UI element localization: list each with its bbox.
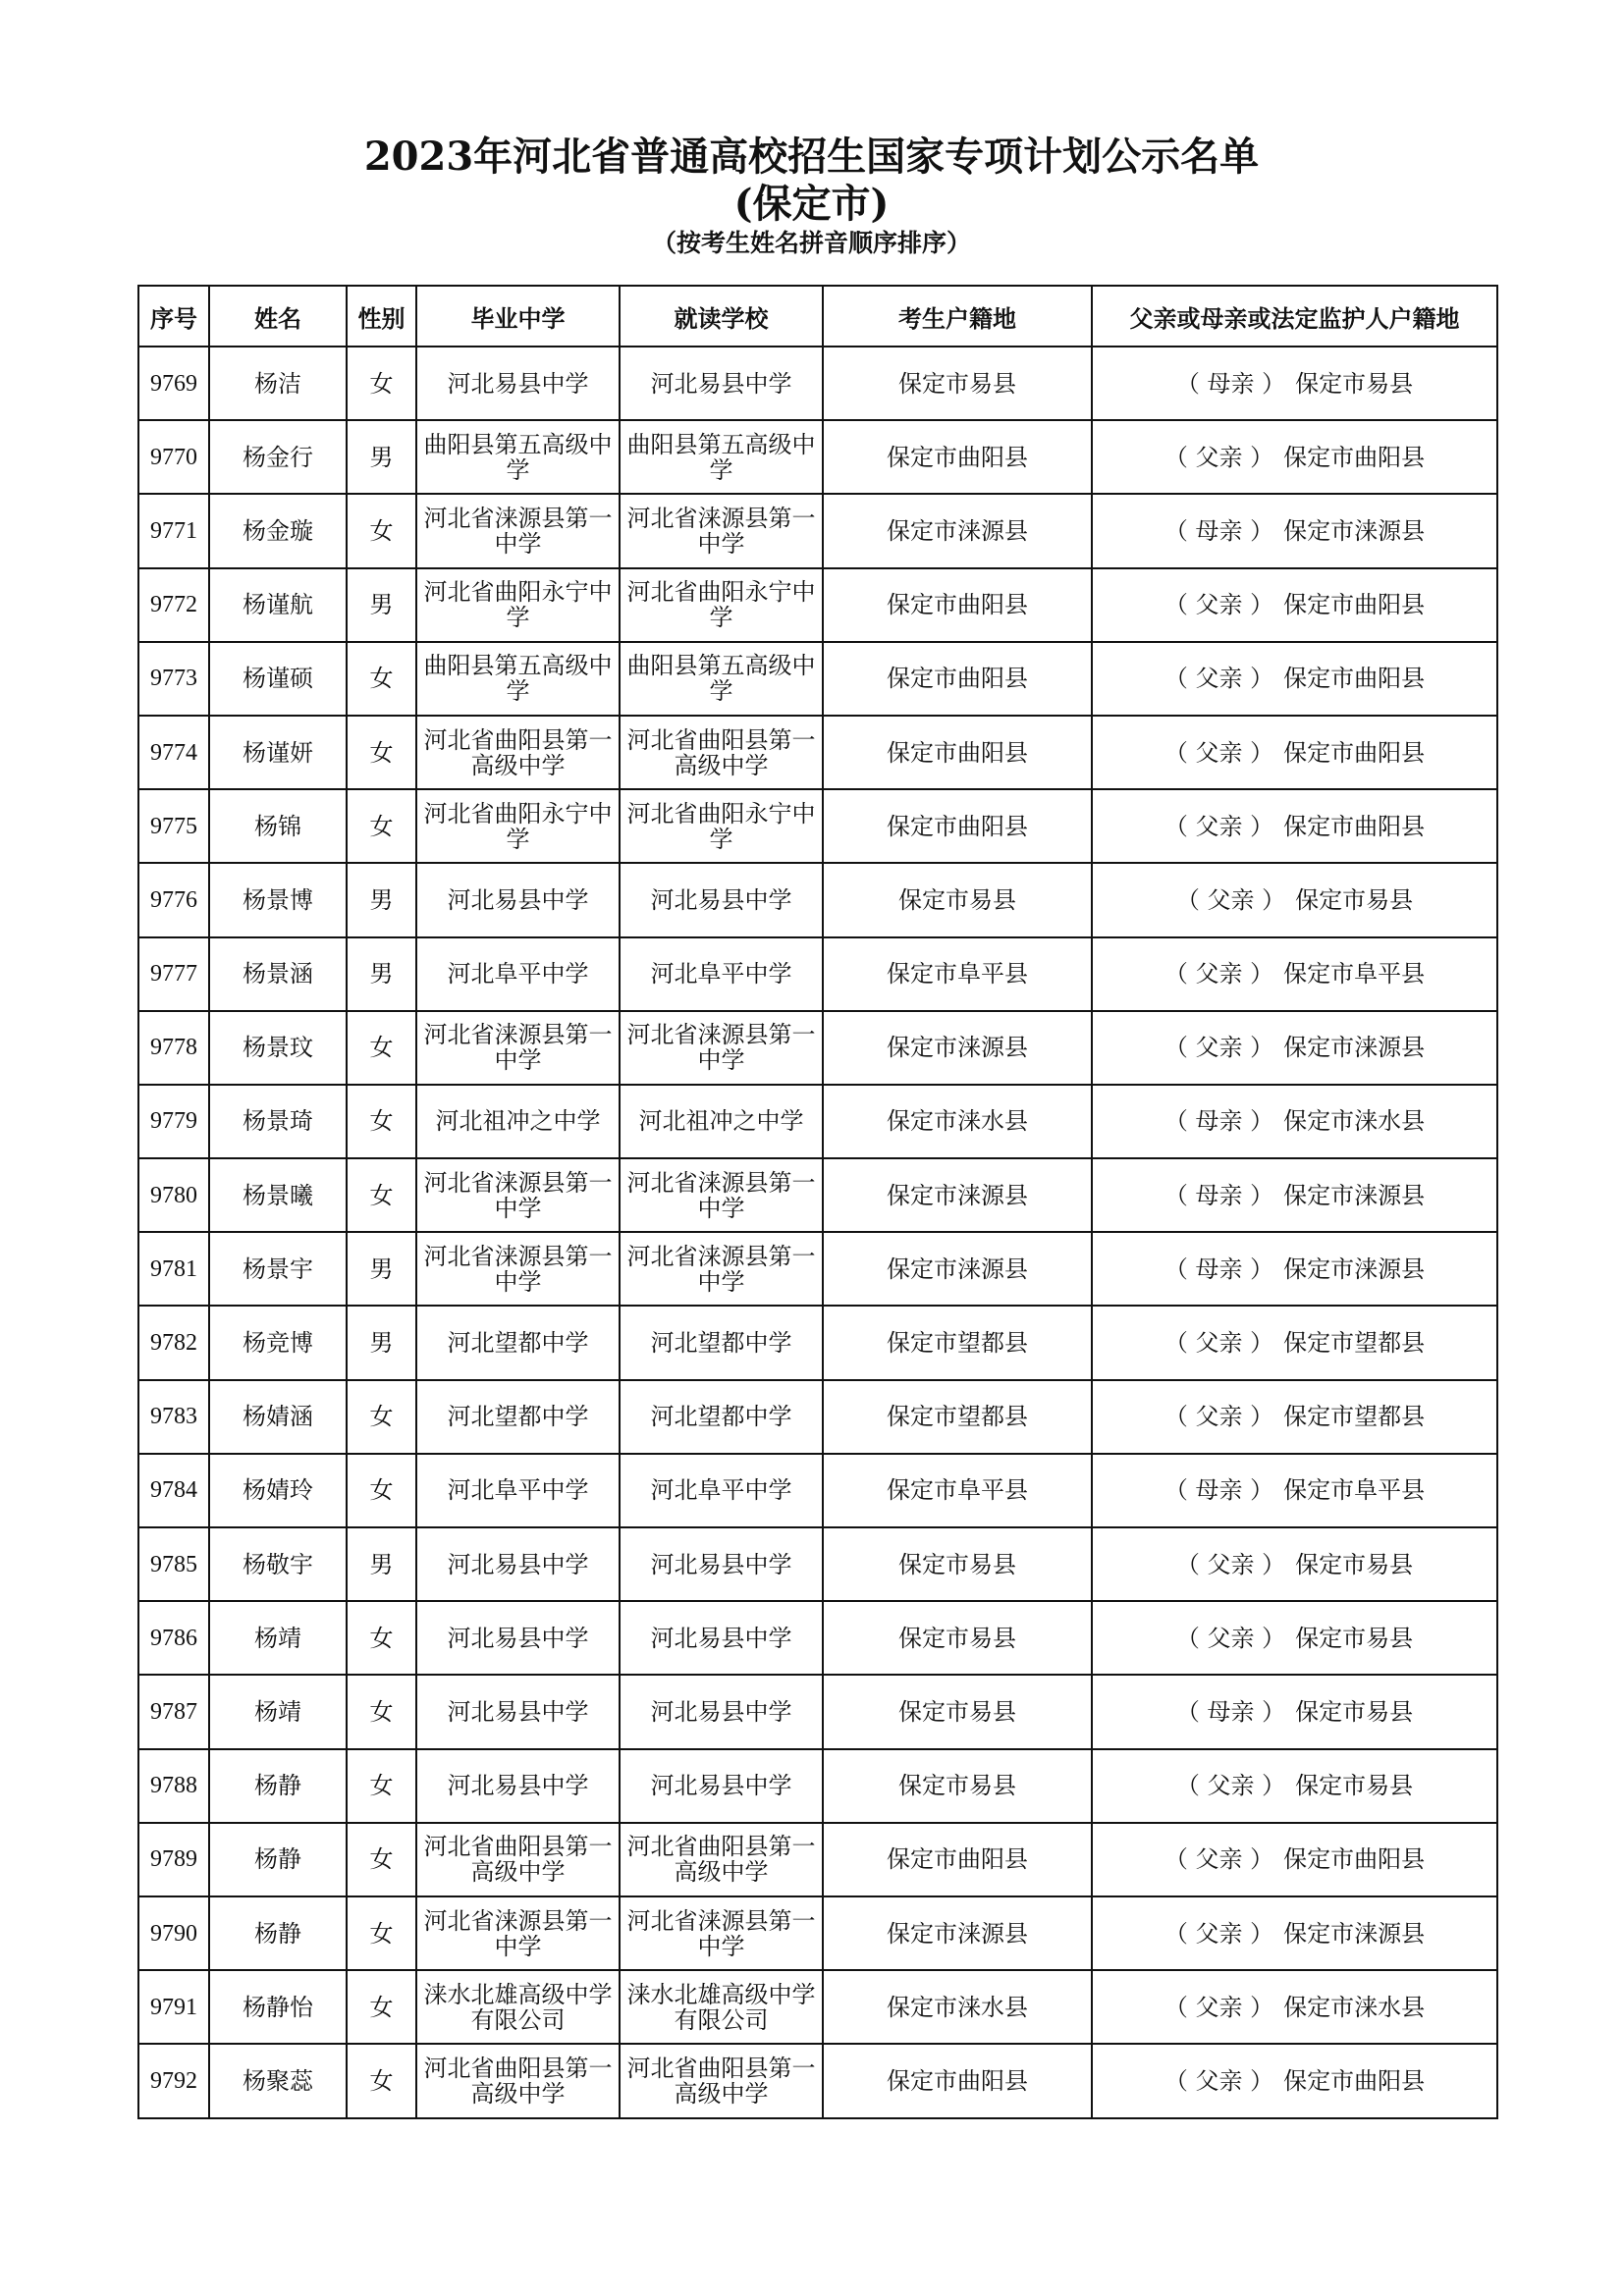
cell-seq: 9782	[138, 1306, 209, 1379]
guardian-place: 保定市易县	[1295, 1697, 1414, 1726]
cell-seq: 9788	[138, 1749, 209, 1823]
cell-seq: 9785	[138, 1527, 209, 1601]
guardian-relation: （ 父亲 ）	[1163, 1993, 1274, 2021]
cell-study-school: 河北省涞源县第一中学	[620, 1232, 823, 1306]
cell-grad-school: 河北祖冲之中学	[416, 1085, 620, 1158]
cell-seq: 9770	[138, 420, 209, 494]
cell-hukou: 保定市涞水县	[823, 1085, 1092, 1158]
cell-gender: 男	[347, 937, 416, 1011]
cell-grad-school: 河北省涞源县第一中学	[416, 1158, 620, 1232]
col-header-name: 姓名	[209, 286, 347, 347]
cell-hukou: 保定市易县	[823, 1601, 1092, 1675]
cell-gender: 女	[347, 1085, 416, 1158]
cell-study-school: 河北省曲阳县第一高级中学	[620, 2044, 823, 2117]
cell-name: 杨景宇	[209, 1232, 347, 1306]
guardian-relation: （ 母亲 ）	[1163, 1476, 1274, 1505]
table-row	[138, 1675, 1497, 1748]
cell-seq: 9776	[138, 863, 209, 936]
guardian-place: 保定市曲阳县	[1283, 443, 1426, 471]
table-row	[138, 568, 1497, 642]
cell-grad-school: 河北阜平中学	[416, 937, 620, 1011]
guardian-relation: （ 父亲 ）	[1163, 1845, 1274, 1874]
cell-name: 杨靖	[209, 1601, 347, 1675]
table-row	[138, 347, 1497, 420]
guardian-relation: （ 父亲 ）	[1163, 2066, 1274, 2095]
cell-seq: 9778	[138, 1011, 209, 1085]
cell-gender: 女	[347, 2044, 416, 2117]
cell-study-school: 河北省曲阳永宁中学	[620, 568, 823, 642]
cell-guardian-hukou	[1092, 1749, 1497, 1823]
cell-guardian-hukou	[1092, 1527, 1497, 1601]
cell-guardian-hukou	[1092, 642, 1497, 716]
guardian-relation: （ 母亲 ）	[1175, 1697, 1286, 1726]
cell-guardian-hukou	[1092, 1823, 1497, 1896]
cell-seq: 9769	[138, 347, 209, 420]
cell-study-school: 河北省曲阳永宁中学	[620, 789, 823, 863]
cell-hukou: 保定市曲阳县	[823, 642, 1092, 716]
cell-hukou: 保定市涞源县	[823, 1896, 1092, 1970]
cell-grad-school: 河北易县中学	[416, 1527, 620, 1601]
cell-gender: 女	[347, 1896, 416, 1970]
cell-grad-school: 河北阜平中学	[416, 1454, 620, 1527]
table-row	[138, 1823, 1497, 1896]
guardian-place: 保定市涞源县	[1283, 1181, 1426, 1209]
table-row	[138, 1970, 1497, 2044]
guardian-place: 保定市曲阳县	[1283, 812, 1426, 840]
cell-gender: 女	[347, 716, 416, 789]
table-row	[138, 937, 1497, 1011]
cell-gender: 女	[347, 347, 416, 420]
cell-seq: 9787	[138, 1675, 209, 1748]
sort-note: （按考生姓名拼音顺序排序）	[651, 229, 971, 257]
cell-guardian-hukou	[1092, 494, 1497, 567]
cell-study-school: 曲阳县第五高级中学	[620, 420, 823, 494]
cell-name: 杨景曦	[209, 1158, 347, 1232]
cell-guardian-hukou	[1092, 1011, 1497, 1085]
cell-guardian-hukou	[1092, 1085, 1497, 1158]
cell-study-school: 河北阜平中学	[620, 1454, 823, 1527]
cell-guardian-hukou	[1092, 2044, 1497, 2117]
cell-seq: 9771	[138, 494, 209, 567]
guardian-place: 保定市望都县	[1283, 1329, 1426, 1358]
cell-grad-school: 河北省涞源县第一中学	[416, 1011, 620, 1085]
guardian-relation: （ 父亲 ）	[1175, 885, 1286, 914]
cell-hukou: 保定市曲阳县	[823, 568, 1092, 642]
col-header-hukou: 考生户籍地	[823, 286, 1092, 347]
guardian-place: 保定市曲阳县	[1283, 1845, 1426, 1874]
cell-gender: 女	[347, 1158, 416, 1232]
cell-name: 杨静怡	[209, 1970, 347, 2044]
cell-name: 杨金行	[209, 420, 347, 494]
cell-name: 杨锦	[209, 789, 347, 863]
cell-hukou: 保定市涞源县	[823, 1158, 1092, 1232]
cell-seq: 9784	[138, 1454, 209, 1527]
cell-guardian-hukou	[1092, 347, 1497, 420]
cell-seq: 9781	[138, 1232, 209, 1306]
table-row	[138, 1011, 1497, 1085]
cell-guardian-hukou	[1092, 789, 1497, 863]
table-body	[138, 347, 1497, 2118]
cell-hukou: 保定市涞水县	[823, 1970, 1092, 2044]
cell-grad-school: 河北望都中学	[416, 1306, 620, 1379]
cell-seq: 9775	[138, 789, 209, 863]
guardian-relation: （ 父亲 ）	[1163, 665, 1274, 693]
cell-name: 杨景涵	[209, 937, 347, 1011]
guardian-place: 保定市曲阳县	[1283, 591, 1426, 619]
table-row	[138, 1601, 1497, 1675]
cell-name: 杨婧玲	[209, 1454, 347, 1527]
cell-seq: 9786	[138, 1601, 209, 1675]
cell-guardian-hukou	[1092, 1896, 1497, 1970]
cell-hukou: 保定市曲阳县	[823, 1823, 1092, 1896]
cell-seq: 9773	[138, 642, 209, 716]
table-row	[138, 642, 1497, 716]
guardian-place: 保定市易县	[1295, 885, 1414, 914]
roster-table	[137, 285, 1498, 2119]
cell-gender: 女	[347, 642, 416, 716]
cell-guardian-hukou	[1092, 937, 1497, 1011]
cell-seq: 9790	[138, 1896, 209, 1970]
cell-gender: 女	[347, 1675, 416, 1748]
table-header-row	[138, 286, 1497, 347]
cell-grad-school: 河北望都中学	[416, 1380, 620, 1454]
col-header-guardian-hukou: 父亲或母亲或法定监护人户籍地	[1092, 286, 1497, 347]
guardian-relation: （ 父亲 ）	[1175, 1772, 1286, 1800]
cell-study-school: 河北易县中学	[620, 1675, 823, 1748]
cell-seq: 9772	[138, 568, 209, 642]
cell-grad-school: 河北省曲阳永宁中学	[416, 789, 620, 863]
cell-study-school: 河北省涞源县第一中学	[620, 1011, 823, 1085]
cell-name: 杨静	[209, 1896, 347, 1970]
guardian-relation: （ 父亲 ）	[1163, 1329, 1274, 1358]
guardian-place: 保定市易县	[1295, 369, 1414, 398]
cell-grad-school: 河北易县中学	[416, 1601, 620, 1675]
cell-grad-school: 河北易县中学	[416, 863, 620, 936]
guardian-place: 保定市阜平县	[1283, 960, 1426, 988]
col-header-gender: 性别	[347, 286, 416, 347]
guardian-place: 保定市涞源县	[1283, 1255, 1426, 1283]
cell-name: 杨金璇	[209, 494, 347, 567]
cell-seq: 9777	[138, 937, 209, 1011]
guardian-place: 保定市涞水县	[1283, 1107, 1426, 1136]
cell-guardian-hukou	[1092, 420, 1497, 494]
cell-study-school: 河北易县中学	[620, 347, 823, 420]
cell-gender: 女	[347, 1823, 416, 1896]
cell-study-school: 河北望都中学	[620, 1306, 823, 1379]
cell-guardian-hukou	[1092, 1970, 1497, 2044]
cell-hukou: 保定市涞源县	[823, 1011, 1092, 1085]
cell-guardian-hukou	[1092, 1601, 1497, 1675]
cell-gender: 女	[347, 789, 416, 863]
cell-name: 杨景琦	[209, 1085, 347, 1158]
cell-hukou: 保定市易县	[823, 863, 1092, 936]
table-row	[138, 1454, 1497, 1527]
cell-gender: 男	[347, 568, 416, 642]
cell-name: 杨靖	[209, 1675, 347, 1748]
cell-study-school: 河北易县中学	[620, 863, 823, 936]
guardian-place: 保定市涞水县	[1283, 1993, 1426, 2021]
guardian-relation: （ 母亲 ）	[1163, 1255, 1274, 1283]
cell-name: 杨景博	[209, 863, 347, 936]
cell-gender: 女	[347, 494, 416, 567]
cell-gender: 男	[347, 863, 416, 936]
guardian-relation: （ 父亲 ）	[1163, 1919, 1274, 1948]
col-header-grad-school: 毕业中学	[416, 286, 620, 347]
guardian-relation: （ 父亲 ）	[1163, 960, 1274, 988]
cell-hukou: 保定市涞源县	[823, 1232, 1092, 1306]
guardian-place: 保定市曲阳县	[1283, 665, 1426, 693]
cell-hukou: 保定市曲阳县	[823, 716, 1092, 789]
cell-hukou: 保定市曲阳县	[823, 420, 1092, 494]
table-row	[138, 789, 1497, 863]
cell-name: 杨敬宇	[209, 1527, 347, 1601]
cell-study-school: 河北省曲阳县第一高级中学	[620, 1823, 823, 1896]
cell-grad-school: 河北易县中学	[416, 1675, 620, 1748]
cell-name: 杨谨硕	[209, 642, 347, 716]
guardian-place: 保定市易县	[1295, 1772, 1414, 1800]
guardian-relation: （ 父亲 ）	[1163, 1034, 1274, 1062]
cell-study-school: 河北望都中学	[620, 1380, 823, 1454]
guardian-relation: （ 父亲 ）	[1163, 443, 1274, 471]
cell-name: 杨婧涵	[209, 1380, 347, 1454]
cell-hukou: 保定市涞源县	[823, 494, 1092, 567]
table-row	[138, 1896, 1497, 1970]
cell-grad-school: 河北易县中学	[416, 347, 620, 420]
cell-study-school: 河北易县中学	[620, 1527, 823, 1601]
guardian-place: 保定市涞源县	[1283, 1034, 1426, 1062]
cell-name: 杨竞博	[209, 1306, 347, 1379]
cell-study-school: 河北省涞源县第一中学	[620, 1896, 823, 1970]
guardian-relation: （ 母亲 ）	[1163, 1181, 1274, 1209]
guardian-place: 保定市曲阳县	[1283, 738, 1426, 767]
cell-gender: 女	[347, 1454, 416, 1527]
table-row	[138, 420, 1497, 494]
table-row	[138, 1306, 1497, 1379]
table-row	[138, 863, 1497, 936]
cell-study-school: 河北省曲阳县第一高级中学	[620, 716, 823, 789]
guardian-relation: （ 父亲 ）	[1175, 1550, 1286, 1578]
guardian-place: 保定市曲阳县	[1283, 2066, 1426, 2095]
cell-gender: 男	[347, 1306, 416, 1379]
guardian-relation: （ 父亲 ）	[1163, 591, 1274, 619]
cell-grad-school: 河北省涞源县第一中学	[416, 1896, 620, 1970]
table-row	[138, 2044, 1497, 2117]
table-row	[138, 1527, 1497, 1601]
table-row	[138, 716, 1497, 789]
cell-gender: 女	[347, 1011, 416, 1085]
cell-grad-school: 曲阳县第五高级中学	[416, 420, 620, 494]
cell-study-school: 河北省涞源县第一中学	[620, 1158, 823, 1232]
cell-grad-school: 河北省涞源县第一中学	[416, 1232, 620, 1306]
guardian-place: 保定市易县	[1295, 1624, 1414, 1652]
cell-grad-school: 河北省涞源县第一中学	[416, 494, 620, 567]
cell-guardian-hukou	[1092, 1232, 1497, 1306]
cell-gender: 女	[347, 1380, 416, 1454]
cell-hukou: 保定市易县	[823, 1675, 1092, 1748]
cell-gender: 女	[347, 1749, 416, 1823]
cell-name: 杨静	[209, 1823, 347, 1896]
cell-name: 杨谨妍	[209, 716, 347, 789]
cell-study-school: 河北易县中学	[620, 1601, 823, 1675]
cell-guardian-hukou	[1092, 1675, 1497, 1748]
cell-grad-school: 河北易县中学	[416, 1749, 620, 1823]
cell-guardian-hukou	[1092, 1306, 1497, 1379]
cell-gender: 男	[347, 1527, 416, 1601]
cell-name: 杨谨航	[209, 568, 347, 642]
cell-gender: 男	[347, 1232, 416, 1306]
table-row	[138, 494, 1497, 567]
cell-hukou: 保定市望都县	[823, 1306, 1092, 1379]
cell-seq: 9774	[138, 716, 209, 789]
cell-guardian-hukou	[1092, 716, 1497, 789]
guardian-place: 保定市望都县	[1283, 1403, 1426, 1431]
cell-guardian-hukou	[1092, 1380, 1497, 1454]
guardian-relation: （ 母亲 ）	[1163, 1107, 1274, 1136]
cell-guardian-hukou	[1092, 568, 1497, 642]
cell-hukou: 保定市易县	[823, 347, 1092, 420]
cell-study-school: 河北省涞源县第一中学	[620, 494, 823, 567]
cell-guardian-hukou	[1092, 1454, 1497, 1527]
cell-grad-school: 河北省曲阳永宁中学	[416, 568, 620, 642]
table-row	[138, 1158, 1497, 1232]
cell-study-school: 曲阳县第五高级中学	[620, 642, 823, 716]
guardian-relation: （ 父亲 ）	[1175, 1624, 1286, 1652]
cell-hukou: 保定市阜平县	[823, 937, 1092, 1011]
cell-name: 杨景玟	[209, 1011, 347, 1085]
cell-name: 杨聚蕊	[209, 2044, 347, 2117]
guardian-relation: （ 父亲 ）	[1163, 1403, 1274, 1431]
cell-grad-school: 河北省曲阳县第一高级中学	[416, 1823, 620, 1896]
cell-seq: 9791	[138, 1970, 209, 2044]
cell-guardian-hukou	[1092, 1158, 1497, 1232]
cell-grad-school: 河北省曲阳县第一高级中学	[416, 2044, 620, 2117]
guardian-relation: （ 母亲 ）	[1163, 516, 1274, 545]
cell-grad-school: 曲阳县第五高级中学	[416, 642, 620, 716]
cell-seq: 9792	[138, 2044, 209, 2117]
page-subtitle: (保定市)	[733, 181, 890, 227]
guardian-place: 保定市涞源县	[1283, 1919, 1426, 1948]
cell-name: 杨静	[209, 1749, 347, 1823]
guardian-place: 保定市阜平县	[1283, 1476, 1426, 1505]
guardian-relation: （ 父亲 ）	[1163, 812, 1274, 840]
guardian-relation: （ 母亲 ）	[1175, 369, 1286, 398]
table-row	[138, 1749, 1497, 1823]
table-row	[138, 1232, 1497, 1306]
cell-hukou: 保定市望都县	[823, 1380, 1092, 1454]
cell-hukou: 保定市易县	[823, 1527, 1092, 1601]
cell-guardian-hukou	[1092, 863, 1497, 936]
cell-name: 杨洁	[209, 347, 347, 420]
col-header-study-school: 就读学校	[620, 286, 823, 347]
guardian-place: 保定市易县	[1295, 1550, 1414, 1578]
cell-grad-school: 河北省曲阳县第一高级中学	[416, 716, 620, 789]
cell-hukou: 保定市曲阳县	[823, 2044, 1092, 2117]
guardian-place: 保定市涞源县	[1283, 516, 1426, 545]
table-row	[138, 1380, 1497, 1454]
cell-gender: 女	[347, 1601, 416, 1675]
cell-hukou: 保定市曲阳县	[823, 789, 1092, 863]
cell-seq: 9780	[138, 1158, 209, 1232]
page-title: 2023年河北省普通高校招生国家专项计划公示名单	[363, 133, 1260, 180]
cell-seq: 9783	[138, 1380, 209, 1454]
cell-hukou: 保定市阜平县	[823, 1454, 1092, 1527]
cell-study-school: 河北祖冲之中学	[620, 1085, 823, 1158]
cell-seq: 9779	[138, 1085, 209, 1158]
cell-grad-school: 涞水北雄高级中学有限公司	[416, 1970, 620, 2044]
cell-gender: 女	[347, 1970, 416, 2044]
guardian-relation: （ 父亲 ）	[1163, 738, 1274, 767]
cell-study-school: 河北易县中学	[620, 1749, 823, 1823]
table-row	[138, 1085, 1497, 1158]
col-header-seq: 序号	[138, 286, 209, 347]
cell-study-school: 涞水北雄高级中学有限公司	[620, 1970, 823, 2044]
cell-hukou: 保定市易县	[823, 1749, 1092, 1823]
cell-study-school: 河北阜平中学	[620, 937, 823, 1011]
cell-gender: 男	[347, 420, 416, 494]
cell-seq: 9789	[138, 1823, 209, 1896]
